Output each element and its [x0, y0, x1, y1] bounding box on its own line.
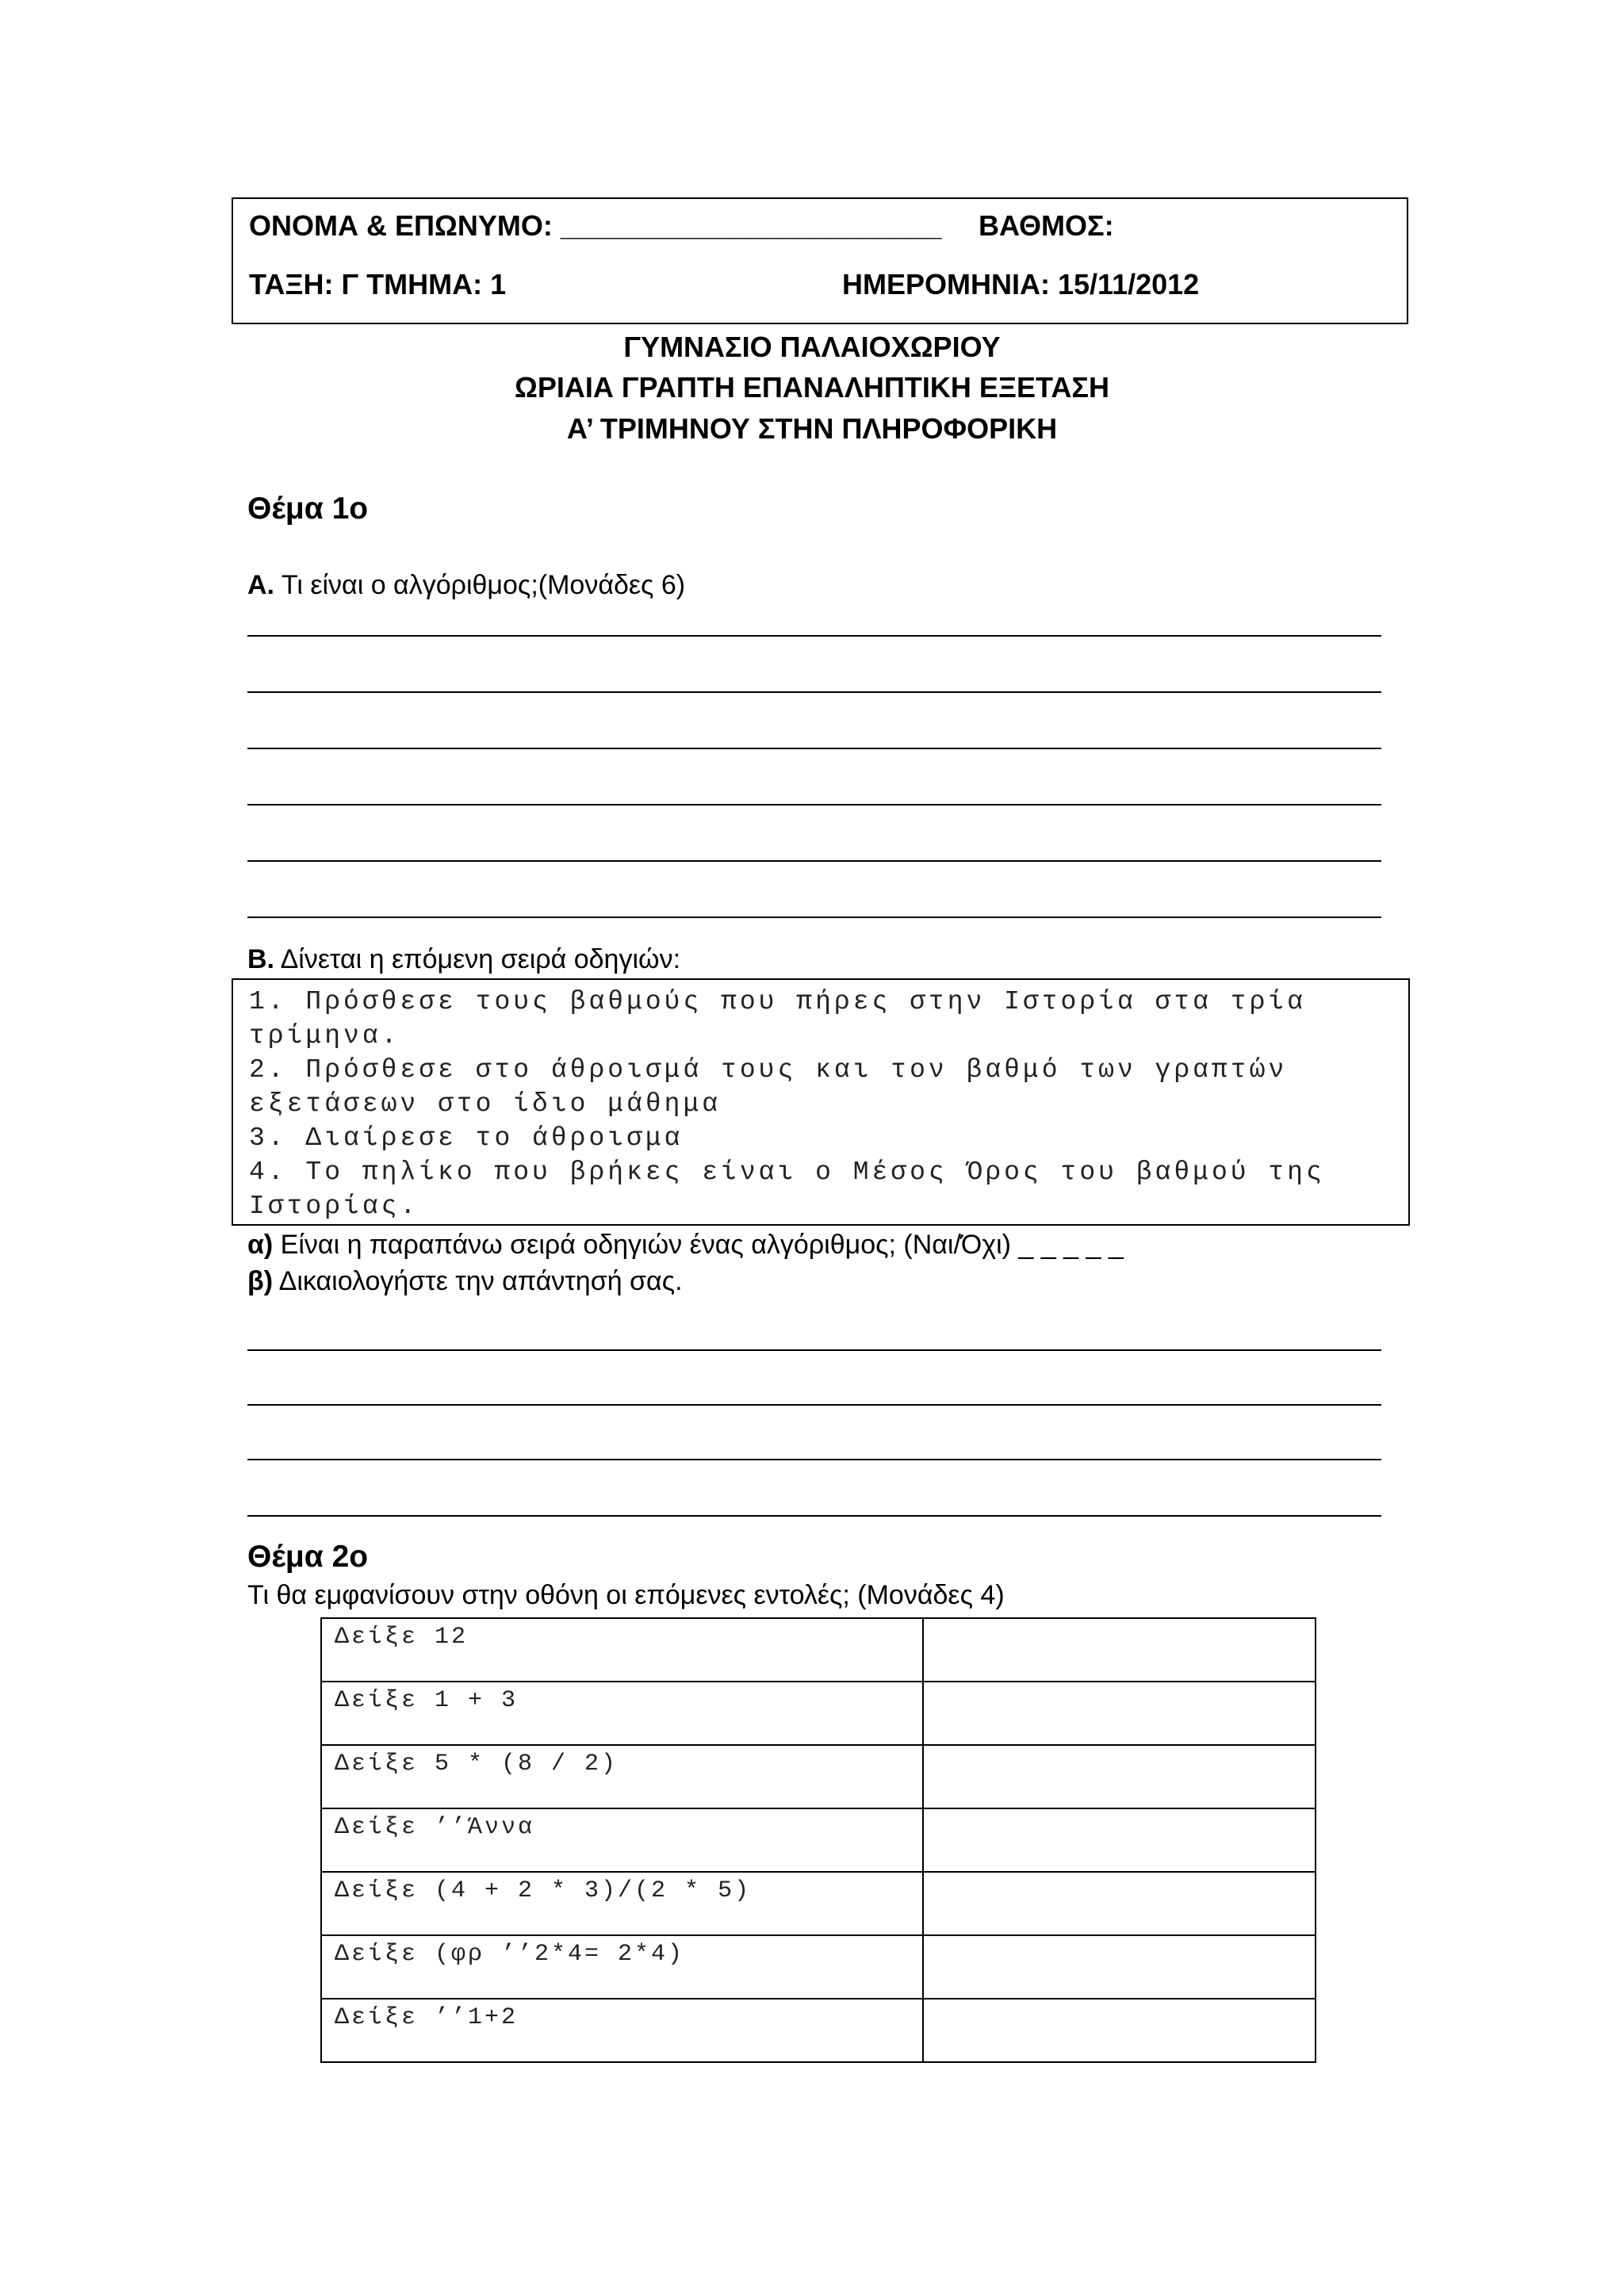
instruction-line: 4. Το πηλίκο που βρήκες είναι ο Μέσος Όρος του βαθμού της	[249, 1158, 1325, 1187]
answer-line[interactable]	[247, 1349, 1381, 1351]
table-row	[321, 1872, 1316, 1935]
answer-cell[interactable]	[923, 1682, 1316, 1745]
answer-line[interactable]	[247, 1515, 1381, 1517]
answer-cell[interactable]	[923, 1872, 1316, 1935]
instruction-line: 2. Πρόσθεσε στο άθροισμά τους και τον βαθμό των γραπτών	[249, 1055, 1288, 1085]
school-title: ΓΥΜΝΑΣΙΟ ΠΑΛΑΙΟΧΩΡΙΟΥ	[623, 331, 1001, 363]
student-info-box	[232, 197, 1408, 324]
date-label: ΗΜΕΡΟΜΗΝΙΑ: 15/11/2012	[842, 268, 1200, 300]
answer-cell[interactable]	[923, 1745, 1316, 1808]
question-a-marker: Α.	[247, 570, 274, 600]
class-label: ΤΑΞΗ: Γ ΤΜΗΜΑ: 1	[249, 268, 507, 300]
command-cell	[321, 1808, 923, 1872]
command-cell	[321, 1872, 923, 1935]
instruction-line: τρίμηνα.	[249, 1021, 400, 1050]
answer-line[interactable]	[247, 635, 1381, 637]
exam-title: ΩΡΙΑΙΑ ΓΡΑΠΤΗ ΕΠΑΝΑΛΗΠΤΙΚΗ ΕΞΕΤΑΣΗ	[515, 371, 1109, 404]
command-text: Δείξε 1 + 3	[335, 1687, 519, 1714]
answer-line[interactable]	[247, 1404, 1381, 1406]
instruction-line: 3. Διαίρεσε το άθροισμα	[249, 1123, 684, 1153]
table-row	[321, 1745, 1316, 1808]
command-cell	[321, 1745, 923, 1808]
answer-cell[interactable]	[923, 1935, 1316, 1999]
command-text: Δείξε (4 + 2 * 3)/(2 * 5)	[335, 1877, 752, 1904]
table-row	[321, 1999, 1316, 2062]
table-row	[321, 1682, 1316, 1745]
question-a	[247, 568, 685, 603]
command-cell	[321, 1999, 923, 2062]
table-row	[321, 1618, 1316, 1682]
question-b	[247, 942, 680, 977]
question-alpha-text: Είναι η παραπάνω σειρά οδηγιών ένας αλγόριθμος; (Ναι/Όχι) _ _ _ _ _	[273, 1230, 1124, 1260]
answer-cell[interactable]	[923, 1808, 1316, 1872]
instruction-line: Ιστορίας.	[249, 1192, 419, 1221]
commands-table	[320, 1617, 1316, 2063]
answer-line[interactable]	[247, 691, 1381, 693]
term-title: Α’ ΤΡΙΜΗΝΟΥ ΣΤΗΝ ΠΛΗΡΟΦΟΡΙΚΗ	[566, 412, 1058, 445]
question-a-text: Τι είναι ο αλγόριθμος;(Μονάδες 6)	[274, 570, 686, 600]
question-beta-text: Δικαιολογήστε την απάντησή σας.	[273, 1266, 683, 1296]
answer-line[interactable]	[247, 804, 1381, 806]
question-beta	[247, 1264, 683, 1299]
command-text: Δείξε ’’1+2	[335, 2004, 519, 2031]
command-text: Δείξε ’’Άννα	[335, 1814, 535, 1841]
answer-cell[interactable]	[923, 1999, 1316, 2062]
command-cell	[321, 1618, 923, 1682]
answer-line[interactable]	[247, 860, 1381, 862]
topic2-heading: Θέμα 2ο	[247, 1540, 369, 1574]
topic1-heading: Θέμα 1ο	[247, 492, 369, 526]
table-row	[321, 1808, 1316, 1872]
answer-line[interactable]	[247, 748, 1381, 749]
table-row	[321, 1935, 1316, 1999]
question-b-marker: Β.	[247, 944, 274, 974]
topic2-prompt: Τι θα εμφανίσουν στην οθόνη οι επόμενες εντολές; (Μονάδες 4)	[247, 1580, 1005, 1610]
answer-cell[interactable]	[923, 1618, 1316, 1682]
command-text: Δείξε 12	[335, 1624, 469, 1651]
command-text: Δείξε (φρ ’’2*4= 2*4)	[335, 1941, 685, 1968]
grade-field[interactable]: ΒΑΘΜΟΣ:	[979, 209, 1114, 242]
question-b-text: Δίνεται η επόμενη σειρά οδηγιών:	[274, 944, 681, 974]
instruction-line: εξετάσεων στο ίδιο μάθημα	[249, 1089, 722, 1119]
question-alpha	[247, 1227, 1124, 1262]
name-field[interactable]: ΟΝΟΜΑ & ΕΠΩΝΥΜΟ: ________________________	[249, 209, 942, 242]
command-text: Δείξε 5 * (8 / 2)	[335, 1751, 619, 1777]
question-beta-marker: β)	[247, 1266, 274, 1296]
command-cell	[321, 1935, 923, 1999]
answer-line[interactable]	[247, 1459, 1381, 1460]
instruction-line: 1. Πρόσθεσε τους βαθμούς που πήρες στην Ιστορία στα τρία	[249, 987, 1306, 1016]
instructions-box	[232, 978, 1410, 1226]
answer-line[interactable]	[247, 916, 1381, 918]
question-alpha-marker: α)	[247, 1230, 274, 1260]
command-cell	[321, 1682, 923, 1745]
